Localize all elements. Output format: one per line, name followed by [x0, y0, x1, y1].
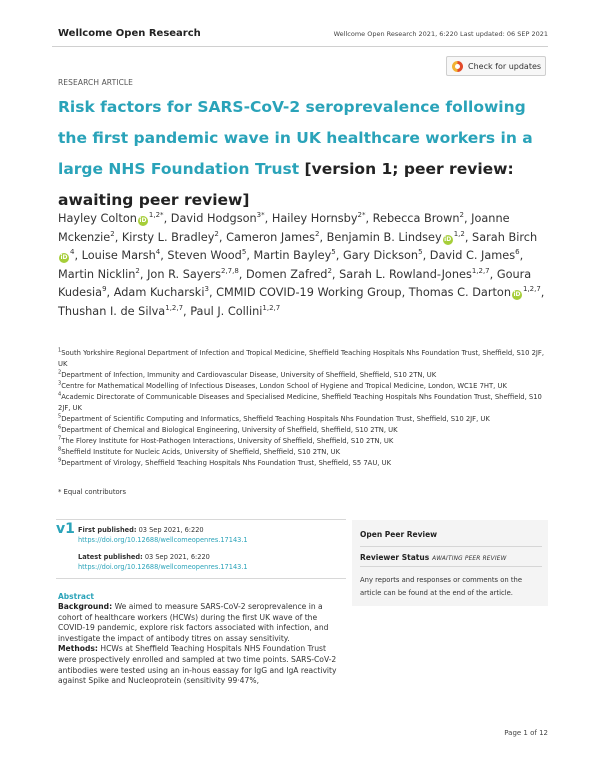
author-affiliation-marker: 1,2,7: [522, 285, 541, 294]
author-affiliation-marker: 5: [418, 248, 423, 257]
author[interactable]: [190, 305, 280, 318]
author-name: David C. James: [429, 249, 516, 263]
author-affiliation-marker: 2,7,8: [220, 267, 239, 276]
affiliation: [58, 370, 550, 381]
author-name: Louise Marsh: [81, 249, 156, 263]
author-name: Domen Zafred: [245, 267, 328, 281]
affiliation-text: Department of Scientific Computing and Informatics, Sheffield Teaching Hospitals Nhs Foundation Trust, Sheffield, S10 2JF, UK: [61, 415, 490, 423]
author-name: Paul J. Collini: [190, 304, 263, 318]
journal-name: Wellcome Open Research: [58, 28, 201, 39]
first-published-doi-link[interactable]: https://doi.org/10.12688/wellcomeopenres.17143.1: [78, 536, 248, 544]
author-affiliation-marker: 6: [515, 248, 520, 257]
running-header: [58, 28, 548, 46]
version-badge: v1: [56, 521, 75, 537]
affiliation-text: Department of Infection, Immunity and Cardiovascular Disease, University of Sheffield, Sheffield, S10 2TN, UK: [61, 371, 437, 379]
affiliation-number: 2: [58, 369, 62, 376]
affiliation-number: 7: [58, 435, 62, 442]
methods-label: Methods:: [58, 644, 98, 654]
orcid-icon[interactable]: iD: [444, 235, 452, 243]
author[interactable]: [167, 249, 246, 262]
author-name: Sarah Birch: [472, 230, 538, 244]
author[interactable]: [58, 268, 140, 281]
reviewer-status: [360, 553, 507, 562]
author-affiliation-marker: 5: [241, 248, 247, 257]
author-affiliation-marker: 2*: [357, 211, 366, 220]
author-affiliation-marker: 1,2,7: [165, 304, 184, 313]
header-divider: [52, 46, 548, 47]
affiliation-number: 6: [58, 424, 62, 431]
citation-meta: Wellcome Open Research 2021, 6:220 Last updated: 06 SEP 2021: [333, 30, 548, 38]
author[interactable]: [272, 212, 366, 225]
abstract-body: [58, 602, 346, 687]
author[interactable]: [343, 249, 423, 262]
author-affiliation-marker: 2: [110, 229, 115, 238]
version-top-divider: [56, 519, 346, 520]
latest-published-doi-link[interactable]: https://doi.org/10.12688/wellcomeopenres.17143.1: [78, 563, 248, 571]
author-affiliation-marker: 4: [70, 248, 75, 257]
author-affiliation-marker: 4: [155, 248, 161, 257]
author[interactable]: [58, 305, 183, 318]
background-text: We aimed to measure SARS-CoV-2 seroprevalence in a cohort of healthcare workers (HCWs) during the first UK wave of the COVID-19 pandemic, explore risk factors associated with infection, and investigate the impact of antibody titres on assay sensitivity.: [58, 602, 329, 643]
author-name: Benjamin B. Lindsey: [326, 230, 442, 244]
affiliation-number: 1: [58, 347, 62, 354]
author-name: Jon R. Sayers: [147, 267, 221, 281]
page-number: Page 1 of 12: [504, 729, 548, 737]
affiliation-list: [58, 348, 550, 469]
author[interactable]: [58, 212, 164, 225]
title-version: [version 1; peer review: awaiting peer review]: [58, 160, 514, 209]
author-affiliation-marker: 3*: [256, 211, 265, 220]
author-affiliation-marker: 9: [102, 285, 107, 294]
affiliation: [58, 381, 550, 392]
author-affiliation-marker: 2: [214, 229, 219, 238]
author[interactable]: [409, 286, 541, 299]
affiliation-text: Sheffield Institute for Nucleic Acids, University of Sheffield, Sheffield, S10 2TN, UK: [61, 448, 341, 456]
article-type: RESEARCH ARTICLE: [58, 78, 134, 87]
orcid-icon[interactable]: iD: [139, 217, 147, 224]
peer-review-divider: [360, 546, 542, 547]
author-affiliation-marker: 5: [331, 248, 336, 257]
author-name: Martin Nicklin: [58, 267, 136, 281]
author-affiliation-marker: 1,2: [453, 229, 465, 238]
check-updates-label: Check for updates: [468, 61, 542, 71]
author[interactable]: [216, 286, 401, 299]
peer-review-note: Any reports and responses or comments on the article can be found at the end of the article.: [360, 576, 523, 598]
author-name: Kirsty L. Bradley: [121, 230, 215, 244]
author-name: Hailey Hornsby: [271, 212, 358, 225]
author-affiliation-marker: 2: [315, 229, 320, 238]
author-name: Steven Wood: [167, 249, 242, 263]
author[interactable]: [430, 249, 520, 262]
latest-published-date: 03 Sep 2021, 6:220: [144, 553, 210, 561]
check-updates-button[interactable]: [446, 56, 546, 76]
open-peer-review-title: Open Peer Review: [360, 530, 438, 539]
version-bottom-divider: [56, 578, 346, 579]
author[interactable]: [171, 212, 265, 225]
affiliation-number: 8: [58, 446, 62, 453]
affiliation-text: South Yorkshire Regional Department of Infection and Tropical Medicine, Sheffield Teaching Hospitals Nhs Foundation Trust, Sheffield, S10 2JF, UK: [58, 349, 544, 368]
author-name: Thomas C. Darton: [408, 286, 511, 300]
latest-published-label: Latest published:: [78, 553, 143, 561]
peer-review-divider-2: [360, 566, 542, 567]
author[interactable]: [327, 231, 465, 244]
affiliation-text: Academic Directorate of Communicable Diseases and Specialised Medicine, Sheffield Teaching Hospitals Nhs Foundation Trust, Sheffield, S10 2JF, UK: [58, 393, 542, 412]
crossmark-icon: [452, 61, 463, 72]
author-name: Martin Bayley: [253, 249, 332, 263]
affiliation-number: 3: [58, 380, 62, 387]
author[interactable]: [147, 268, 239, 281]
author-name: Joanne Mckenzie: [58, 212, 510, 244]
title-main: Risk factors for SARS-CoV-2 seroprevalence following the first pandemic wave in UK healthcare workers in a large NHS Foundation Trust: [58, 98, 533, 178]
author-name: Rebecca Brown: [372, 212, 460, 225]
affiliation: [58, 348, 550, 370]
author[interactable]: [122, 231, 219, 244]
affiliation-text: Centre for Mathematical Modelling of Infectious Diseases, London School of Hygiene and Tropical Medicine, London, WC1E 7HT, UK: [61, 382, 507, 390]
publication-info: [78, 525, 248, 572]
background-label: Background:: [58, 602, 113, 611]
affiliation-number: 5: [58, 413, 62, 420]
equal-contributors-note: * Equal contributors: [58, 488, 127, 496]
author[interactable]: [373, 212, 464, 225]
first-published-date: 03 Sep 2021, 6:220: [138, 526, 204, 534]
affiliation-text: Department of Virology, Sheffield Teaching Hospitals Nhs Foundation Trust, Sheffield, S5 7AU, UK: [61, 459, 392, 467]
author-affiliation-marker: 1,2*: [148, 211, 164, 220]
affiliation: [58, 458, 550, 469]
abstract-heading: Abstract: [58, 592, 95, 601]
orcid-icon[interactable]: iD: [513, 291, 521, 299]
author-affiliation-marker: 2: [135, 267, 140, 276]
reviewer-status-label: Reviewer Status: [360, 553, 430, 562]
reviewer-status-value: AWAITING PEER REVIEW: [432, 556, 507, 562]
affiliation: [58, 447, 550, 458]
author[interactable]: [339, 268, 490, 281]
author-name: Thushan I. de Silva: [58, 304, 166, 318]
author-affiliation-marker: 3: [204, 285, 209, 294]
author-affiliation-marker: 2: [327, 267, 332, 276]
affiliation-text: The Florey Institute for Host-Pathogen Interactions, University of Sheffield, Sheffield, S10 2TN, UK: [61, 437, 394, 445]
author-name: Hayley Colton: [58, 212, 137, 225]
affiliation: [58, 414, 550, 425]
author-list: Hayley Colton $iD^{1,2*}$, David Hodgson$^{3*}$, Hailey Hornsby$^{2*}$, Rebecca Brown$^2$, Joanne Mckenzie$^2$, Kirsty L. Bradley$^2$, Cameron James$^2$, Benjamin B. Lindsey iD$^{1,2}$, Sarah BirchiD$^4$, Louise Marsh$^4$, Steven Wood$^5$, Martin Bayley$^5$, Gary Dickson$^5$, David C. James$^6$, Martin Nicklin$^2$, Jon R. Sayers$^{2,7,8}$, Domen Zafred$^2$, Sarah L. Rowland-Jones$^{1,2,7}$, Goura Kudesia$^9$, Adam Kucharski$^3$, CMMID COVID-19 Working Group, Thomas C. Darton iD$^{1,2,7}$, Thushan I. de Silva$^{1,2,7}$, Paul J. Collini$^{1,2,7}$: [58, 211, 545, 318]
methods-text: HCWs at Sheffield Teaching Hospitals NHS Foundation Trust were prospectively enrolled and sampled at two time points. SARS-CoV-2 antibodies were tested using an in-hous eassay for IgG and IgA reactivity against Spike and Nucleoprotein (sensitivity 99·47%,: [58, 644, 337, 686]
orcid-icon[interactable]: iD: [60, 254, 68, 262]
affiliation-text: Department of Chemical and Biological Engineering, University of Sheffield, Sheffield, S10 2TN, UK: [61, 426, 398, 434]
author-name: CMMID COVID-19 Working Group: [216, 286, 402, 300]
author-name: Adam Kucharski: [113, 286, 205, 300]
first-published-label: First published:: [78, 526, 137, 534]
author-name: Sarah L. Rowland-Jones: [339, 267, 472, 281]
affiliation: [58, 392, 550, 414]
author[interactable]: [114, 286, 209, 299]
affiliation-number: 4: [58, 391, 62, 398]
author[interactable]: [246, 268, 332, 281]
author[interactable]: [226, 231, 319, 244]
author-name: Goura Kudesia: [58, 267, 532, 300]
author-affiliation-marker: 1,2,7: [262, 304, 281, 313]
article-title: [58, 92, 548, 216]
affiliation: [58, 436, 550, 447]
author[interactable]: [82, 249, 161, 262]
affiliation-number: 9: [58, 457, 62, 464]
author-name: Cameron James: [226, 230, 315, 244]
affiliation: [58, 425, 550, 436]
author[interactable]: [254, 249, 336, 262]
author-affiliation-marker: 2: [459, 211, 464, 220]
author-name: David Hodgson: [170, 212, 257, 225]
author-name: Gary Dickson: [342, 249, 419, 263]
author-affiliation-marker: 1,2,7: [471, 267, 490, 276]
